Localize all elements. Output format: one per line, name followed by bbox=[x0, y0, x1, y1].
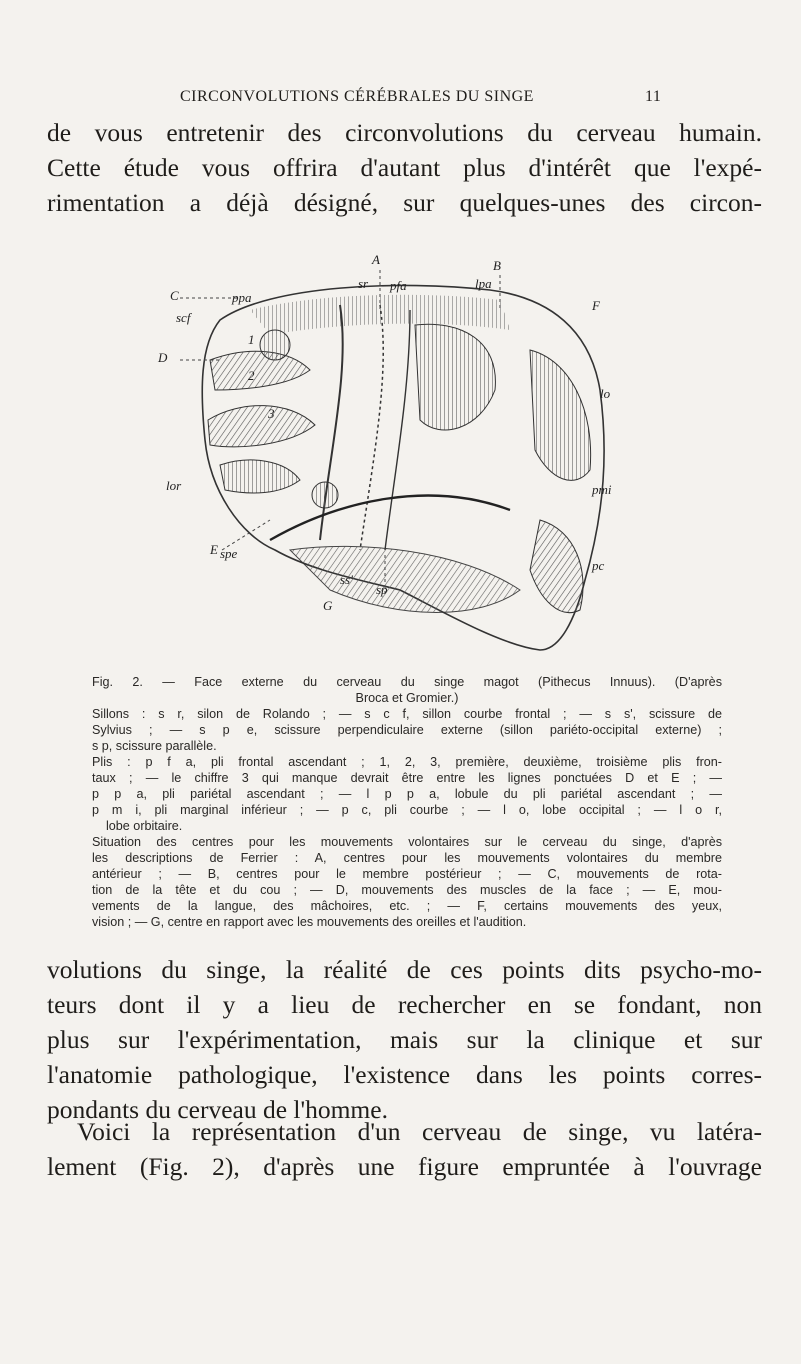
label-ss: ss' bbox=[340, 572, 353, 587]
text-line: Voici la représentation d'un cerveau de singe, vu latéra- bbox=[77, 1117, 762, 1146]
label-lo: lo bbox=[600, 386, 611, 401]
text-line: rimentation a déjà désigné, sur quelques-unes des circon- bbox=[47, 188, 762, 217]
text-line: Cette étude vous offrira d'autant plus d'intérêt que l'expé- bbox=[47, 153, 762, 182]
caption-line: les descriptions de Ferrier : A, centres pour les mouvements volontaires du membre bbox=[92, 851, 722, 865]
label-1: 1 bbox=[248, 332, 255, 347]
label-lor: lor bbox=[166, 478, 182, 493]
caption-line: Plis : p f a, pli frontal ascendant ; 1, 2, 3, première, deuxième, troisième plis fron- bbox=[92, 755, 722, 769]
label-pc: pc bbox=[592, 558, 605, 573]
brain-figure bbox=[158, 250, 650, 670]
caption-line: Sylvius ; — s p e, scissure perpendiculaire externe (sillon pariéto-occipital externe) ; bbox=[92, 723, 722, 737]
caption-line: Situation des centres pour les mouvements volontaires sur le cerveau du singe, d'après bbox=[92, 835, 722, 849]
caption-line: p p a, pli pariétal ascendant ; — l p p a, lobule du pli pariétal ascendant ; — bbox=[92, 787, 722, 801]
label-lpa: lpa bbox=[475, 276, 492, 291]
text-line: volutions du singe, la réalité de ces points dits psycho-mo- bbox=[47, 955, 762, 984]
label-pmi: pmi bbox=[592, 482, 612, 497]
label-spe: spe bbox=[220, 546, 238, 561]
label-2: 2 bbox=[248, 368, 255, 383]
caption-line: Broca et Gromier.) bbox=[355, 691, 459, 705]
text-line: teurs dont il y a lieu de rechercher en se fondant, non bbox=[47, 990, 762, 1019]
intro-paragraph bbox=[47, 115, 762, 220]
continuation-paragraph bbox=[47, 952, 762, 1127]
label-C: C bbox=[170, 288, 179, 303]
figure-caption bbox=[92, 674, 722, 930]
caption-line: lobe orbitaire. bbox=[106, 819, 183, 833]
caption-line: tion de la tête et du cou ; — D, mouvements des muscles de la face ; — E, mou- bbox=[92, 883, 722, 897]
caption-line: taux ; — le chiffre 3 qui manque devrait être entre les lignes ponctuées D et E ; — bbox=[92, 771, 722, 785]
caption-line: p m i, pli marginal inférieur ; — p c, pli courbe ; — l o, lobe occipital ; — l o r, bbox=[92, 803, 722, 817]
caption-line: Sillons : s r, silon de Rolando ; — s c f, sillon courbe frontal ; — s s', scissure de bbox=[92, 707, 722, 721]
text-line: l'anatomie pathologique, l'existence dans les points corres- bbox=[47, 1060, 762, 1089]
label-sp: sp bbox=[376, 582, 388, 597]
text-line: lement (Fig. 2), d'après une figure empruntée à l'ouvrage bbox=[47, 1152, 762, 1181]
voici-paragraph bbox=[47, 1114, 762, 1184]
text-line: plus sur l'expérimentation, mais sur la clinique et sur bbox=[47, 1025, 762, 1054]
running-title: CIRCONVOLUTIONS CÉRÉBRALES DU SINGE bbox=[180, 88, 534, 105]
label-B: B bbox=[493, 258, 501, 273]
caption-line: vements de la langue, des mâchoires, etc. ; — F, certains mouvements des yeux, bbox=[92, 899, 722, 913]
brain-illustration bbox=[180, 250, 650, 670]
label-ppa: ppa bbox=[232, 290, 252, 305]
caption-line: Fig. 2. — Face externe du cerveau du singe magot (Pithecus Innuus). (D'après bbox=[92, 675, 722, 689]
label-3: 3 bbox=[268, 406, 275, 421]
text-line: de vous entretenir des circonvolutions du cerveau humain. bbox=[47, 118, 762, 147]
text-line: pondants du cerveau de l'homme. bbox=[47, 1095, 388, 1124]
label-sr: sr bbox=[358, 276, 369, 291]
page-number: 11 bbox=[645, 88, 662, 105]
label-D: D bbox=[158, 350, 168, 365]
label-G: G bbox=[323, 598, 333, 613]
caption-line: s p, scissure parallèle. bbox=[92, 739, 217, 753]
caption-line: vision ; — G, centre en rapport avec les mouvements des oreilles et l'audition. bbox=[92, 915, 527, 929]
label-pfa: pfa bbox=[390, 278, 407, 293]
label-A: A bbox=[372, 252, 380, 267]
label-F: F bbox=[592, 298, 600, 313]
label-scf: scf bbox=[176, 310, 191, 325]
label-E: E bbox=[210, 542, 218, 557]
caption-line: antérieur ; — B, centres pour le membre postérieur ; — C, mouvements de rota- bbox=[92, 867, 722, 881]
